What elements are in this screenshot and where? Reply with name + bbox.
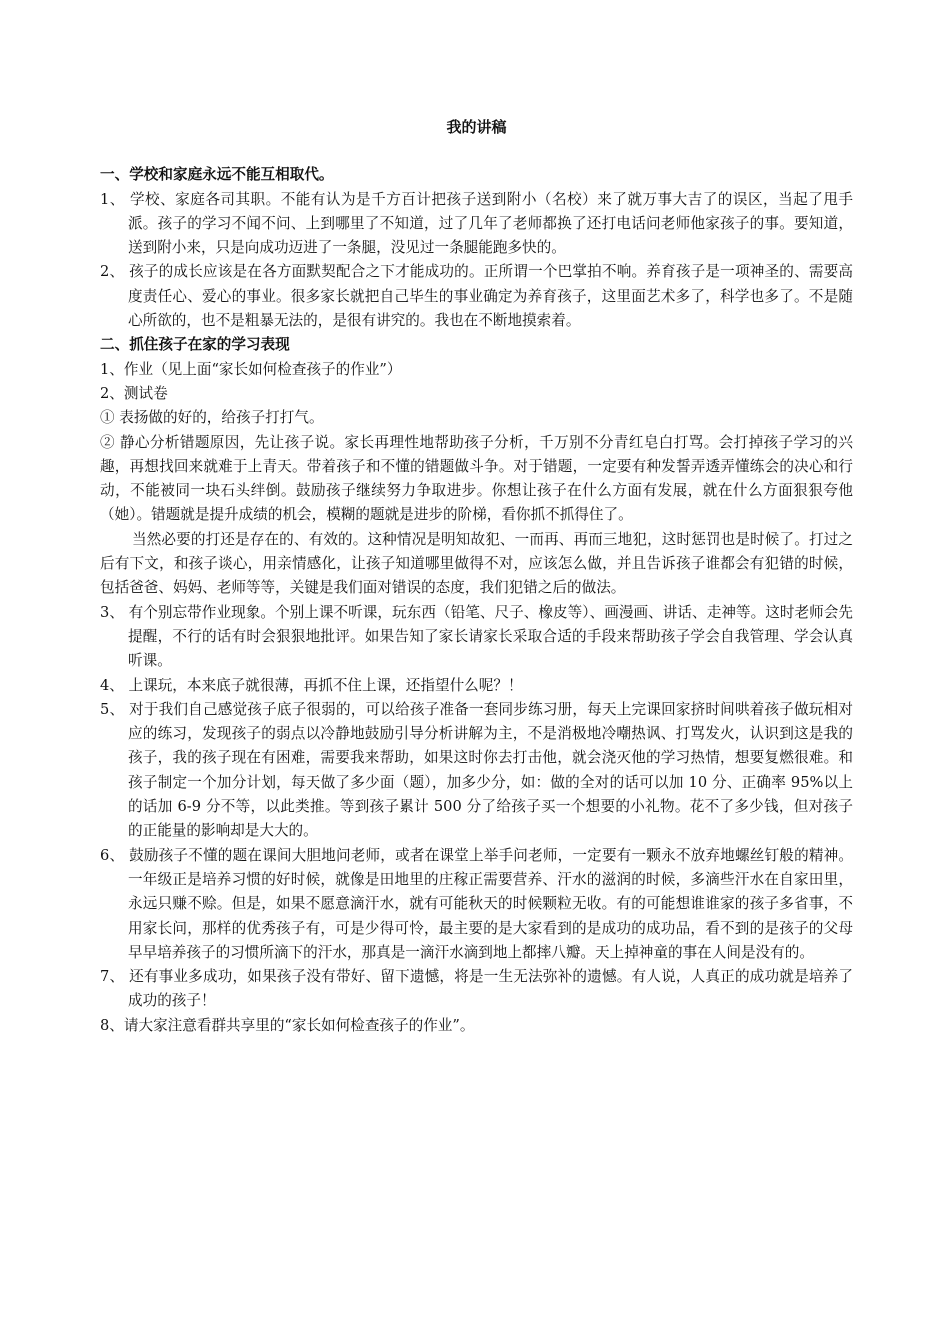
list-item: 7、 还有事业多成功，如果孩子没有带好、留下遗憾，将是一生无法弥补的遗憾。有人说，人真正的成功就是培养了成功的孩子！	[100, 968, 853, 1010]
list-item: 5、 对于我们自己感觉孩子底子很弱的，可以给孩子准备一套同步练习册，每天上完课回家挤时间哄着孩子做玩相对应的练习，发现孩子的弱点以冷静地鼓励引导分析讲解为主，不是消极地冷嘲热讽、打骂发火，认识到这是我的孩子，我的孩子现在有困难，需要我来帮助，如果这时你去打击他，就会浇灭他的学习热情，想要复燃很难。和孩子制定一个加分计划，每天做了多少面（题），加多少分，如：做的全对的话可以加 10 分、正确率 95%以上的话加 6-9 分不等，以此类推。等到孩子累计 500 分了给孩子买一个想要的小礼物。花不了多少钱，但对孩子的正能量的影响却是大大的。	[100, 700, 853, 840]
document-page	[100, 112, 853, 1038]
list-item: ① 表扬做的好的，给孩子打打气。	[100, 409, 324, 427]
list-item: 6、 鼓励孩子不懂的题在课间大胆地问老师，或者在课堂上举手问老师，一定要有一颗永不放弃地螺丝钉般的精神。一年级正是培养习惯的好时候，就像是田地里的庄稼正需要营养、汗水的滋润的时候，多滴些汗水在自家田里，永远只赚不赊。但是，如果不愿意滴汗水，就有可能秋天的时候颗粒无收。有的可能想谁谁家的孩子多省事，不用家长问，那样的优秀孩子有，可是少得可怜，最主要的是大家看到的是成功的成功品，看不到的是孩子的父母早早培养孩子的习惯所滴下的汗水，那真是一滴汗水滴到地上都摔八瓣。天上掉神童的事在人间是没有的。	[100, 846, 853, 961]
section-heading: 二、抓住孩子在家的学习表现	[100, 336, 290, 354]
document-title: 我的讲稿	[446, 118, 507, 136]
list-item: 1、作业（见上面“家长如何检查孩子的作业”）	[100, 360, 402, 378]
list-item: 3、 有个别忘带作业现象。个别上课不听课，玩东西（铅笔、尺子、橡皮等）、画漫画、讲话、走神等。这时老师会先提醒，不行的话有时会狠狠地批评。如果告知了家长请家长采取合适的手段来帮助孩子学会自我管理、学会认真听课。	[100, 603, 853, 670]
list-item: 2、测试卷	[100, 384, 168, 402]
list-item: 1、 学校、家庭各司其职。不能有认为是千方百计把孩子送到附小（名校）来了就万事大吉了的误区，当起了甩手派。孩子的学习不闻不问、上到哪里了不知道，过了几年了老师都换了还打电话问老师他家孩子的事。要知道，送到附小来，只是向成功迈进了一条腿，没见过一条腿能跑多快的。	[100, 190, 853, 257]
paragraph: ② 静心分析错题原因，先让孩子说。家长再理性地帮助孩子分析，千万别不分青红皂白打骂。会打掉孩子学习的兴趣，再想找回来就难于上青天。带着孩子和不懂的错题做斗争。对于错题，一定要有种发誓弄透弄懂练会的决心和行动，不能被同一块石头绊倒。鼓励孩子继续努力争取进步。你想让孩子在什么方面有发展，就在什么方面狠狠夸他（她）。错题就是提升成绩的机会，模糊的题就是进步的阶梯，看你抓不抓得住了。	[100, 433, 853, 524]
list-item: 2、 孩子的成长应该是在各方面默契配合之下才能成功的。正所谓一个巴掌拍不响。养育孩子是一项神圣的、需要高度责任心、爱心的事业。很多家长就把自己毕生的事业确定为养育孩子，这里面艺术多了，科学也多了。不是随心所欲的，也不是粗暴无法的，是很有讲究的。我也在不断地摸索着。	[100, 263, 853, 330]
paragraph: 当然必要的打还是存在的、有效的。这种情况是明知故犯、一而再、再而三地犯，这时惩罚也是时候了。打过之后有下文，和孩子谈心，用亲情感化，让孩子知道哪里做得不对，应该怎么做，并且告诉孩子谁都会有犯错的时候，包括爸爸、妈妈、老师等等，关键是我们面对错误的态度，我们犯错之后的做法。	[100, 530, 853, 597]
section-heading: 一、学校和家庭永远不能互相取代。	[100, 166, 334, 184]
list-item: 8、请大家注意看群共享里的“家长如何检查孩子的作业”。	[100, 1016, 475, 1034]
list-item: 4、 上课玩，本来底子就很薄，再抓不住上课，还指望什么呢？！	[100, 676, 523, 694]
